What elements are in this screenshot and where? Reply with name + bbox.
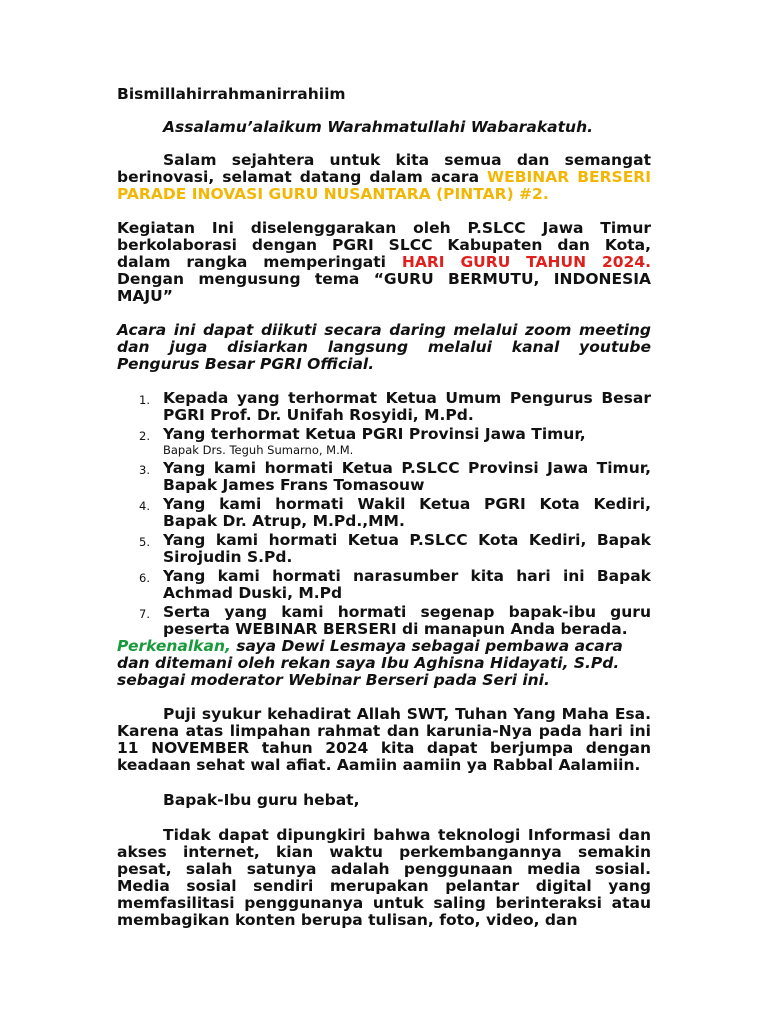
- list-item-text: Yang kami hormati Wakil Ketua PGRI Kota Kediri, Bapak Dr. Atrup, M.Pd.,MM.: [163, 495, 651, 530]
- list-item: [117, 568, 651, 602]
- salam-line: Assalamu’alaikum Warahmatullahi Wabarakatuh.: [163, 118, 594, 136]
- list-item-text: Yang kami hormati Ketua P.SLCC Kota Kediri, Bapak Sirojudin S.Pd.: [163, 531, 651, 566]
- introduction-paragraph: [117, 638, 651, 689]
- list-item: [117, 532, 651, 566]
- list-number: 1.: [139, 393, 150, 407]
- list-number: 4.: [139, 499, 150, 513]
- list-item: [117, 460, 651, 494]
- welcome-text: Salam sejahtera untuk kita semua dan semangat berinovasi, selamat datang dalam acara: [117, 151, 651, 186]
- opening-line: Bismillahirrahmanirrahiim: [117, 85, 346, 103]
- welcome-paragraph: [117, 152, 651, 203]
- list-number: 3.: [139, 463, 150, 477]
- introduction-keyword: Perkenalkan,: [117, 637, 231, 655]
- list-item-text: Kepada yang terhormat Ketua Umum Pengurus Besar PGRI Prof. Dr. Unifah Rosyidi, M.Pd.: [163, 389, 651, 424]
- list-number: 7.: [139, 607, 150, 621]
- organizer-paragraph: [117, 220, 651, 305]
- list-number: 6.: [139, 571, 150, 585]
- occasion-highlight: HARI GURU TAHUN 2024.: [401, 253, 651, 271]
- list-item: [117, 426, 651, 458]
- list-item-text: Yang kami hormati narasumber kita hari ini Bapak Achmad Duski, M.Pd: [163, 567, 651, 602]
- broadcast-paragraph: Acara ini dapat diikuti secara daring melalui zoom meeting dan juga disiarkan langsung melalui kanal youtube Pengurus Besar PGRI Official.: [117, 321, 651, 373]
- list-item: [117, 390, 651, 424]
- gratitude-paragraph: Puji syukur kehadirat Allah SWT, Tuhan Yang Maha Esa. Karena atas limpahan rahmat dan karunia-Nya pada hari ini 11 NOVEMBER tahun 2024 kita dapat berjumpa dengan keadaan sehat wal afiat. Aamiin aamiin ya Rabbal Aalamiin.: [117, 705, 651, 774]
- list-item-subtext: Bapak Drs. Teguh Sumarno, M.M.: [163, 443, 354, 457]
- list-item: [117, 496, 651, 530]
- list-item-text: Yang terhormat Ketua PGRI Provinsi Jawa Timur,: [163, 425, 586, 443]
- honorifics-list: [117, 390, 651, 638]
- theme-text: Dengan mengusung tema “GURU BERMUTU, INDONESIA MAJU”: [117, 270, 651, 305]
- list-item-text: Yang kami hormati Ketua P.SLCC Provinsi Jawa Timur, Bapak James Frans Tomasouw: [163, 459, 651, 494]
- document-body: [117, 86, 651, 929]
- list-item-text: Serta yang kami hormati segenap bapak-ibu guru peserta WEBINAR BERSERI di manapun Anda berada.: [163, 603, 651, 638]
- list-item: [117, 604, 651, 638]
- list-number: 5.: [139, 535, 150, 549]
- introduction-text: saya Dewi Lesmaya sebagai pembawa acara dan ditemani oleh rekan saya Ibu Aghisna Hidayati, S.Pd. sebagai moderator Webinar Berseri pada Seri ini.: [117, 637, 623, 689]
- address-line: Bapak-Ibu guru hebat,: [163, 791, 360, 809]
- list-number: 2.: [139, 429, 150, 443]
- closing-paragraph: Tidak dapat dipungkiri bahwa teknologi Informasi dan akses internet, kian waktu perkembangannya semakin pesat, salah satunya adalah penggunaan media sosial. Media sosial sendiri merupakan pelantar digital yang memfasilitasi penggunanya untuk saling berinteraksi atau membagikan konten berupa tulisan, foto, video, dan: [117, 826, 651, 929]
- event-name-highlight: WEBINAR BERSERI PARADE INOVASI GURU NUSANTARA (PINTAR) #2.: [117, 168, 651, 203]
- organizer-text: Kegiatan Ini diselenggarakan oleh P.SLCC Jawa Timur berkolaborasi dengan PGRI SLCC Kabupaten dan Kota, dalam rangka memperingati: [117, 219, 651, 271]
